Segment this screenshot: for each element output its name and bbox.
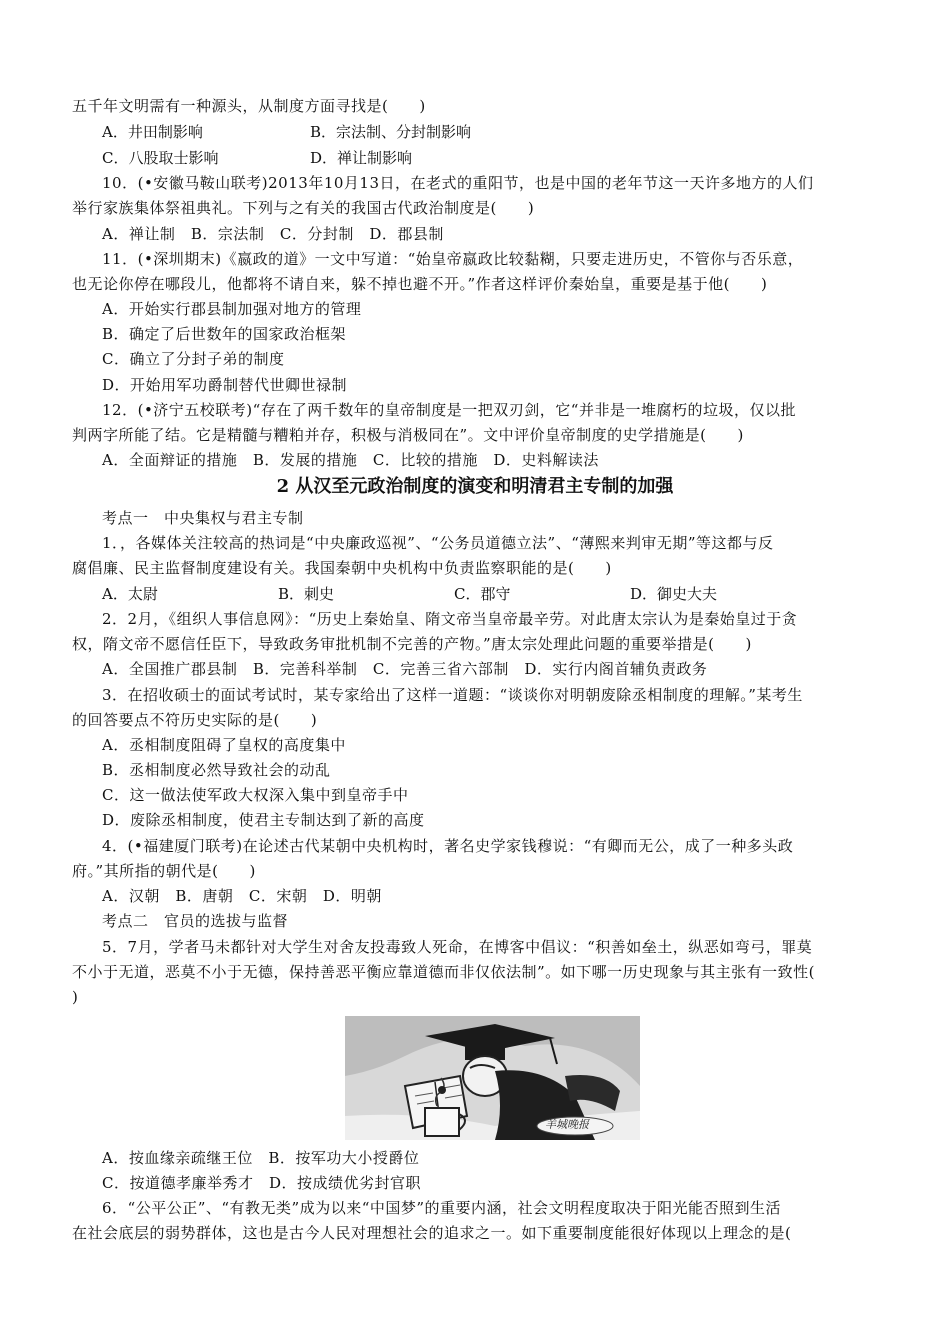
topic-1-label: 考点一 中央集权与君主专制 bbox=[102, 509, 304, 527]
question-3-line2: 的回答要点不符历史实际的是( ) bbox=[72, 711, 318, 729]
q10-options: A．禅让制 B．宗法制 C．分封制 D．郡县制 bbox=[102, 225, 444, 243]
question-5-line1: 5．7月，学者马未都针对大学生对舍友投毒致人死命，在博客中倡议：“积善如垒土，纵恶如弯弓，罪莫 bbox=[102, 938, 813, 956]
question-11-line1: 11．(•深圳期末)《嬴政的道》一文中写道：“始皇帝嬴政比较黏糊，只要走进历史，不管你与否乐意， bbox=[102, 250, 804, 268]
q3-option-d: D．废除丞相制度，使君主专制达到了新的高度 bbox=[102, 811, 425, 829]
question-1-line2: 腐倡廉、民主监督制度建设有关。我国秦朝中央机构中负责监察职能的是( ) bbox=[72, 559, 612, 577]
question-2-line2: 权，隋文帝不愿信任臣下，导致政务审批机制不完善的产物。”唐太宗处理此问题的重要举措是( ) bbox=[72, 635, 752, 653]
question-4-line1: 4．(•福建厦门联考)在论述古代某朝中央机构时，著名史学家钱穆说：“有卿而无公，成了一种多头政 bbox=[102, 837, 794, 855]
question-10-line2: 举行家族集体祭祖典礼。下列与之有关的我国古代政治制度是( ) bbox=[72, 199, 535, 217]
q11-option-c: C．确立了分封子弟的制度 bbox=[102, 350, 285, 368]
q11-option-a: A．开始实行郡县制加强对地方的管理 bbox=[102, 300, 362, 318]
q9-option-c: C．八股取士影响 bbox=[102, 149, 219, 167]
q1-option-d: D．御史大夫 bbox=[630, 585, 718, 603]
q5-options-row1: A．按血缘亲疏继王位 B．按军功大小授爵位 bbox=[102, 1149, 420, 1167]
question-5-line3: ) bbox=[72, 988, 79, 1006]
question-6-line2: 在社会底层的弱势群体，这也是古今人民对理想社会的追求之一。如下重要制度能很好体现以上理念的是( bbox=[72, 1224, 792, 1242]
q9-option-b: B．宗法制、分封制影响 bbox=[310, 123, 472, 141]
q4-options: A．汉朝 B．唐朝 C．宋朝 D．明朝 bbox=[102, 887, 382, 905]
q1-option-a: A．太尉 bbox=[102, 585, 158, 603]
question-3-line1: 3．在招收硕士的面试考试时，某专家给出了这样一道题：“谈谈你对明朝废除丞相制度的理解。”某考生 bbox=[102, 686, 803, 704]
q9-option-a: A．井田制影响 bbox=[102, 123, 203, 141]
cartoon-illustration bbox=[345, 1016, 640, 1140]
q1-option-b: B．刺史 bbox=[278, 585, 335, 603]
question-10-line1: 10．(•安徽马鞍山联考)2013年10月13日，在老式的重阳节，也是中国的老年节这一天许多地方的人们 bbox=[102, 174, 814, 192]
section-heading: 2 从汉至元政治制度的演变和明清君主专制的加强 bbox=[276, 476, 674, 497]
q1-option-c: C．郡守 bbox=[454, 585, 511, 603]
q3-option-c: C．这一做法使军政大权深入集中到皇帝手中 bbox=[102, 786, 409, 804]
q9-option-d: D．禅让制影响 bbox=[310, 149, 413, 167]
q5-options-row2: C．按道德孝廉举秀才 D．按成绩优劣封官职 bbox=[102, 1174, 422, 1192]
question-1-line1: 1．，各媒体关注较高的热词是“中央廉政巡视”、“公务员道德立法”、“薄熙来判审无期”等这都与反 bbox=[102, 534, 774, 552]
question-12-line2: 判两字所能了结。它是精髓与糟粕并存，积极与消极同在”。文中评价皇帝制度的史学措施是( ) bbox=[72, 426, 744, 444]
q12-options: A．全面辩证的措施 B．发展的措施 C．比较的措施 D．史料解读法 bbox=[102, 451, 599, 469]
question-9-stem-tail: 五千年文明需有一种源头，从制度方面寻找是( ) bbox=[72, 97, 426, 115]
question-5-line2: 不小于无道，恶莫不小于无德，保持善恶平衡应靠道德而非仅依法制”。如下哪一历史现象与其主张有一致性( bbox=[72, 963, 816, 981]
cartoon-caption: 羊城晚报 bbox=[545, 1118, 589, 1131]
q11-option-d: D．开始用军功爵制替代世卿世禄制 bbox=[102, 376, 348, 394]
q11-option-b: B．确定了后世数年的国家政治框架 bbox=[102, 325, 347, 343]
q3-option-a: A．丞相制度阻碍了皇权的高度集中 bbox=[102, 736, 346, 754]
topic-2-label: 考点二 官员的选拔与监督 bbox=[102, 912, 289, 930]
q3-option-b: B．丞相制度必然导致社会的动乱 bbox=[102, 761, 331, 779]
question-6-line1: 6．“公平公正”、“有教无类”成为以来“中国梦”的重要内涵，社会文明程度取决于阳光能否照到生活 bbox=[102, 1199, 782, 1217]
question-4-line2: 府。”其所指的朝代是( ) bbox=[72, 862, 256, 880]
q2-options: A．全国推广郡县制 B．完善科举制 C．完善三省六部制 D．实行内阁首辅负责政务 bbox=[102, 660, 708, 678]
question-11-line2: 也无论你停在哪段儿，他都将不请自来，躲不掉也避不开。”作者这样评价秦始皇，重要是基于他( ) bbox=[72, 275, 768, 293]
question-12-line1: 12．(•济宁五校联考)“存在了两千数年的皇帝制度是一把双刃剑，它“并非是一堆腐朽的垃圾，仅以批 bbox=[102, 401, 796, 419]
question-2-line1: 2．2月，《组织人事信息网》：“历史上秦始皇、隋文帝当皇帝最辛劳。对此唐太宗认为是秦始皇过于贪 bbox=[102, 610, 798, 628]
